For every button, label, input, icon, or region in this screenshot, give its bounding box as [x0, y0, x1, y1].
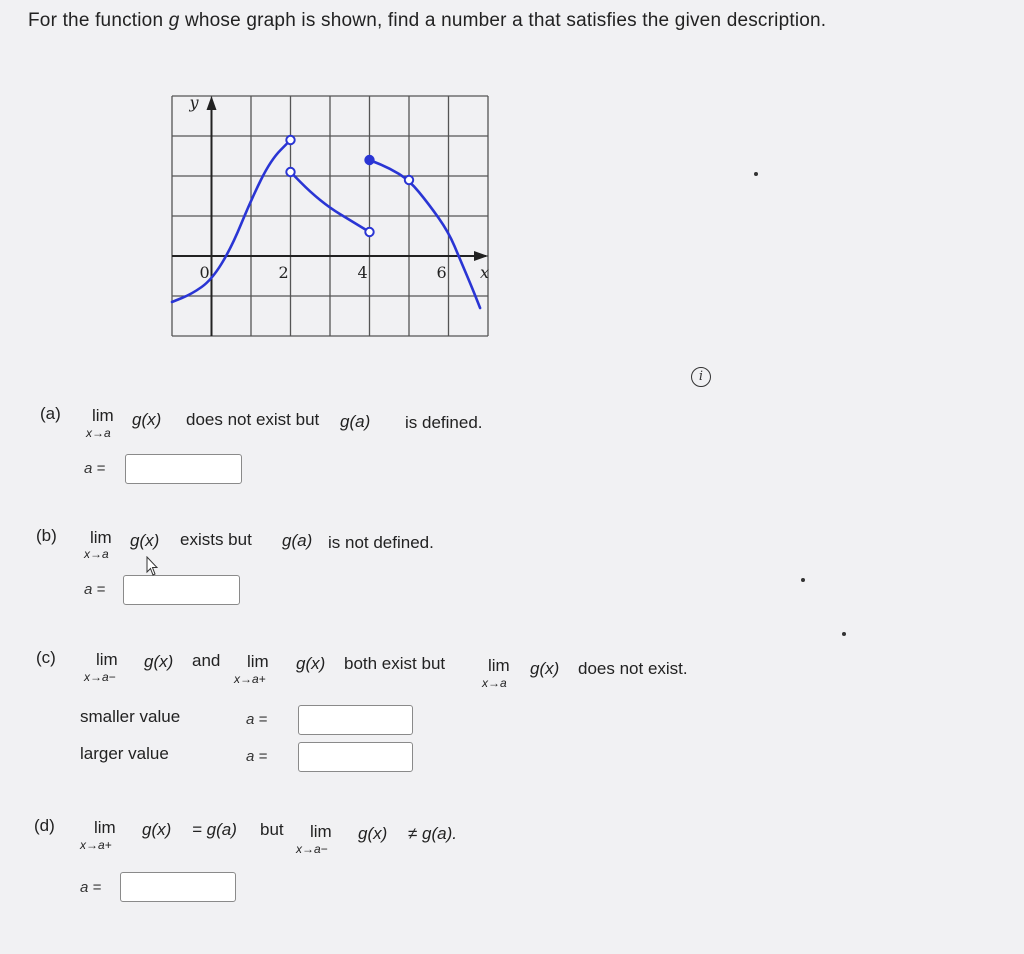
- part-d-but: but: [260, 820, 284, 839]
- part-b-end: is not defined.: [328, 533, 434, 552]
- x-axis-label: x: [480, 263, 490, 282]
- part-b-eq: a =: [84, 581, 106, 598]
- part-b-answer-input[interactable]: [123, 575, 240, 605]
- part-a-label: (a): [40, 404, 61, 423]
- part-c-smaller-label: smaller value: [80, 707, 181, 726]
- x-tick-label: 0: [199, 263, 210, 282]
- part-c-lim-left-subscript: x→a−: [84, 670, 116, 684]
- info-icon[interactable]: i: [691, 367, 711, 387]
- part-c-label: (c): [36, 648, 56, 667]
- part-a-answer-input[interactable]: [125, 454, 242, 484]
- part-b-ga: g(a): [282, 531, 313, 550]
- prompt-function-name: g: [168, 10, 180, 31]
- y-axis-label: y: [189, 93, 199, 112]
- y-axis-arrow: [207, 96, 217, 110]
- part-d-eq: a =: [80, 879, 102, 896]
- part-d-gx-1: g(x): [142, 820, 172, 839]
- mouse-cursor-icon: [146, 556, 158, 578]
- part-d-lim-right: lim: [94, 818, 116, 837]
- decorative-dot: [801, 578, 805, 582]
- decorative-dot: [754, 172, 758, 176]
- prompt-text: For the function: [28, 10, 169, 31]
- part-c-lim-two-sided-subscript: x→a: [482, 676, 507, 690]
- part-a-end: is defined.: [405, 413, 483, 432]
- function-graph: [170, 86, 500, 346]
- part-d-eq-ga: = g(a): [192, 820, 237, 839]
- open-point: [286, 136, 294, 144]
- part-b-lim-subscript: x→a: [84, 547, 109, 561]
- part-c-gx-2: g(x): [296, 654, 326, 673]
- part-c-smaller-answer-input[interactable]: [298, 705, 413, 735]
- x-tick-label: 2: [278, 263, 289, 282]
- part-a-gx: g(x): [132, 410, 162, 429]
- part-d-lim-right-subscript: x→a+: [80, 838, 112, 852]
- part-c-larger-answer-input[interactable]: [298, 742, 413, 772]
- part-d-answer-input[interactable]: [120, 872, 236, 902]
- decorative-dot: [842, 632, 846, 636]
- part-a-text: does not exist but: [186, 410, 320, 429]
- part-c-smaller-eq: a =: [246, 711, 268, 728]
- part-c-gx-1: g(x): [144, 652, 174, 671]
- part-b-text: exists but: [180, 530, 252, 549]
- part-d-gx-2: g(x): [358, 824, 388, 843]
- open-point: [365, 228, 373, 236]
- part-a-eq: a =: [84, 460, 106, 477]
- part-c-end: does not exist.: [578, 659, 688, 678]
- part-c-and: and: [192, 651, 221, 670]
- open-point: [405, 176, 413, 184]
- part-d-lim-left: lim: [310, 822, 332, 841]
- part-a-lim: lim: [92, 406, 114, 425]
- part-a-ga: g(a): [340, 412, 371, 431]
- curve-segment: [172, 140, 291, 302]
- part-d-lim-left-subscript: x→a−: [296, 842, 328, 856]
- part-b-gx: g(x): [130, 531, 160, 550]
- part-c-larger-label: larger value: [80, 744, 169, 763]
- part-d-neq: ≠ g(a).: [408, 824, 458, 843]
- x-axis-arrow: [474, 251, 488, 261]
- part-c-gx-3: g(x): [530, 659, 560, 678]
- x-tick-label: 4: [357, 263, 368, 282]
- part-a-lim-subscript: x→a: [86, 426, 111, 440]
- part-c-lim-two-sided: lim: [488, 656, 510, 675]
- part-d-label: (d): [34, 816, 55, 835]
- part-c-both: both exist but: [344, 654, 446, 673]
- prompt-text-rest: whose graph is shown, find a number a that satisfies the given description.: [179, 10, 827, 31]
- part-c-lim-right: lim: [247, 652, 269, 671]
- filled-point: [365, 156, 373, 164]
- part-b-label: (b): [36, 526, 57, 545]
- curve-segment: [370, 160, 481, 308]
- open-point: [286, 168, 294, 176]
- part-b-lim: lim: [90, 528, 112, 547]
- part-c-lim-right-subscript: x→a+: [234, 672, 266, 686]
- part-c-lim-left: lim: [96, 650, 118, 669]
- question-prompt: [28, 10, 826, 32]
- x-tick-label: 6: [436, 263, 447, 282]
- part-c-larger-eq: a =: [246, 748, 268, 765]
